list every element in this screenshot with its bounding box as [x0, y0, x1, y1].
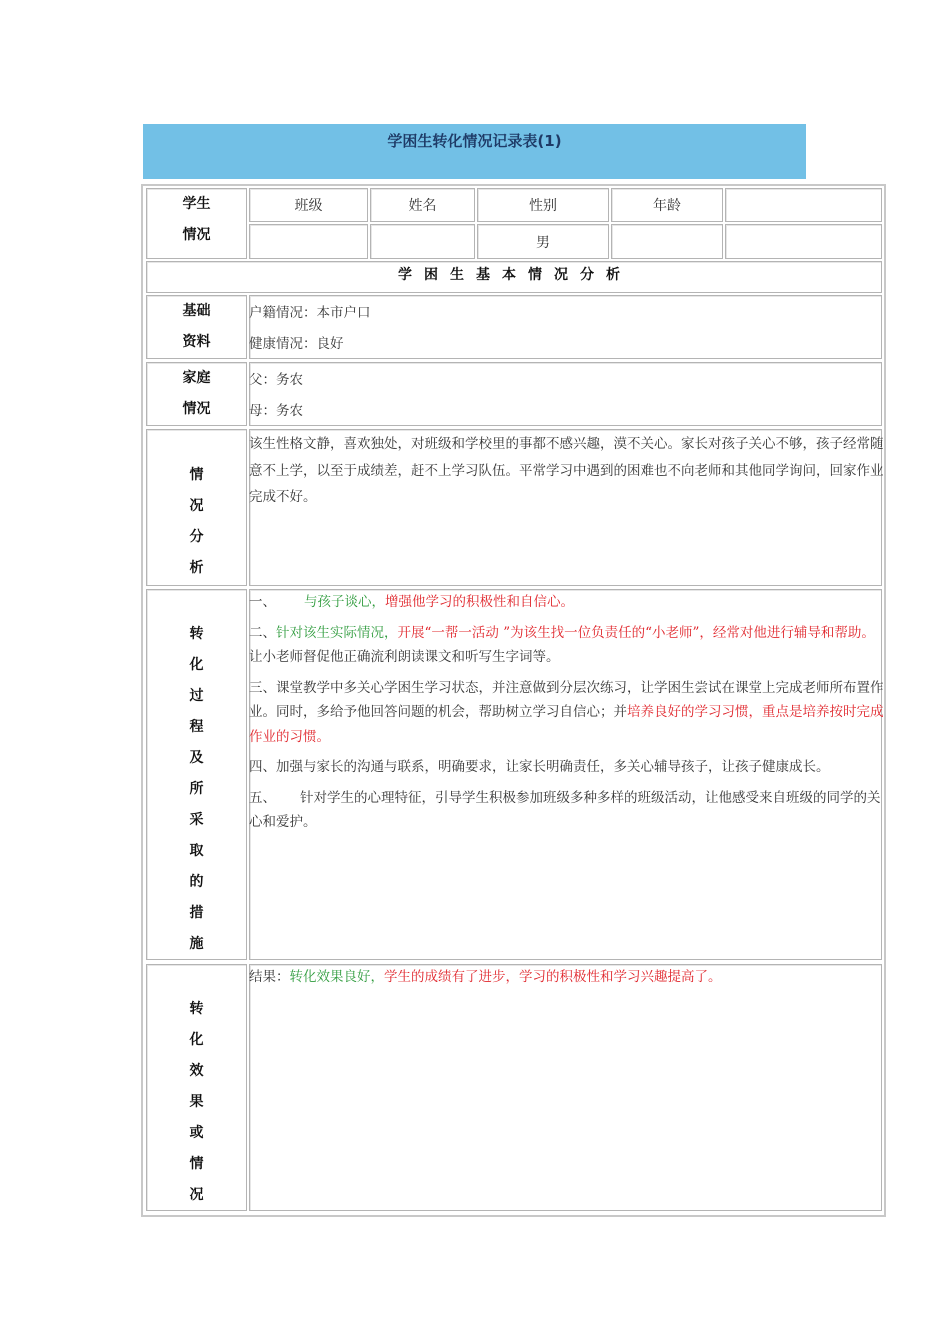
- header-name-cell: [370, 188, 475, 222]
- measures-label-char: 化: [189, 657, 204, 673]
- basic-line-health: 健康情况：良好: [249, 336, 344, 352]
- measures-label-char: 所: [189, 781, 204, 797]
- measures-label-char: 过: [189, 688, 204, 704]
- effect-label-char: 果: [189, 1094, 204, 1110]
- effect-label-char: 化: [189, 1032, 204, 1048]
- effect-label-char: 转: [189, 1001, 204, 1017]
- basic-label-line2: 资料: [182, 334, 211, 350]
- basic-label-line1: 基础: [182, 303, 211, 319]
- family-label-line1: 家庭: [182, 370, 211, 386]
- effect-content: [249, 965, 884, 990]
- page-title: 学困生转化情况记录表(1): [387, 132, 562, 150]
- situation-label-char: 分: [189, 529, 204, 545]
- situation-label-char: 析: [189, 560, 204, 576]
- measures-label-char: 的: [189, 874, 204, 890]
- family-label-cell: [146, 362, 247, 426]
- effect-label-char: 情: [189, 1156, 204, 1172]
- measures-label-char: 采: [189, 812, 204, 828]
- basic-line-household: 户籍情况：本市户口: [249, 305, 371, 321]
- family-content: [249, 365, 884, 427]
- value-age-cell: [611, 224, 723, 259]
- measures-label-char: 及: [189, 750, 204, 766]
- measures-label-char: 施: [189, 936, 204, 952]
- student-label-line1: 学生: [182, 196, 211, 212]
- title-band: [143, 124, 806, 179]
- situation-label: [147, 460, 246, 584]
- student-label-cell: [146, 188, 247, 259]
- effect-label-cell: [146, 964, 247, 1211]
- header-gender: 性别: [529, 198, 557, 214]
- measures-label-char: 程: [189, 719, 204, 735]
- measures-label-char: 转: [189, 626, 204, 642]
- situation-label-char: 情: [189, 467, 204, 483]
- measures-label-cell: [146, 589, 247, 960]
- family-line-father: 父：务农: [249, 372, 303, 388]
- situation-text: 该生性格文静，喜欢独处，对班级和学校里的事都不感兴趣，漠不关心。家长对孩子关心不够，孩子经常随意不上学，以至于成绩差，赶不上学习队伍。平常学习中遇到的困难也不向老师和其他同学询问，回家作业完成不好。: [249, 436, 884, 505]
- basic-label-cell: [146, 295, 247, 359]
- effect-content-cell: [249, 964, 882, 1211]
- measures-label: [147, 619, 246, 960]
- value-extra-cell: [725, 224, 882, 259]
- value-class-cell: [249, 224, 368, 259]
- analysis-heading: 学困生基本情况分析: [398, 267, 632, 283]
- header-name: 姓名: [408, 198, 437, 214]
- value-gender: 男: [536, 235, 550, 251]
- measures-label-char: 取: [189, 843, 204, 859]
- measure-item-1: 一、 与孩子谈心，增强他学习的积极性和自信心。: [249, 594, 574, 610]
- basic-content: [249, 298, 884, 360]
- value-gender-cell: [477, 224, 609, 259]
- measures-content: [249, 590, 884, 835]
- family-line-mother: 母：务农: [249, 403, 303, 419]
- measure-item-3: 三、课堂教学中多关心学困生学习状态，并注意做到分层次练习，让学困生尝试在课堂上完成老师所布置作业。同时，多给予他回答问题的机会，帮助树立学习自信心；并培养良好的学习习惯，重点是培养按时完成作业的习惯。: [249, 679, 884, 745]
- header-age: 年龄: [653, 198, 681, 214]
- effect-label-char: 效: [189, 1063, 204, 1079]
- header-extra-cell: [725, 188, 882, 222]
- header-age-cell: [611, 188, 723, 222]
- value-name-cell: [370, 224, 475, 259]
- measures-label-char: 措: [189, 905, 204, 921]
- measure-item-4: 四、加强与家长的沟通与联系，明确要求，让家长明确责任，多关心辅导孩子，让孩子健康成长。: [249, 759, 830, 775]
- header-class-cell: [249, 188, 368, 222]
- effect-label: [147, 994, 246, 1211]
- header-class: 班级: [294, 198, 323, 214]
- situation-label-char: 况: [189, 498, 204, 514]
- effect-label-char: 况: [189, 1187, 204, 1203]
- effect-label-char: 或: [189, 1125, 204, 1141]
- measure-item-2: 二、针对该生实际情况，开展“一帮一活动 ”为该生找一位负责任的“小老师”，经常对他进行辅导和帮助。让小老师督促他正确流利朗读课文和听写生字词等。: [249, 624, 875, 665]
- family-label-line2: 情况: [182, 401, 211, 417]
- situation-label-cell: [146, 429, 247, 586]
- header-gender-cell: [477, 188, 609, 222]
- student-label-line2: 情况: [182, 227, 211, 243]
- effect-result: 结果：转化效果良好，学生的成绩有了进步，学习的积极性和学习兴趣提高了。: [249, 969, 722, 985]
- measure-item-5: 五、 针对学生的心理特征，引导学生积极参加班级多种多样的班级活动，让他感受来自班级的同学的关心和爱护。: [249, 789, 881, 830]
